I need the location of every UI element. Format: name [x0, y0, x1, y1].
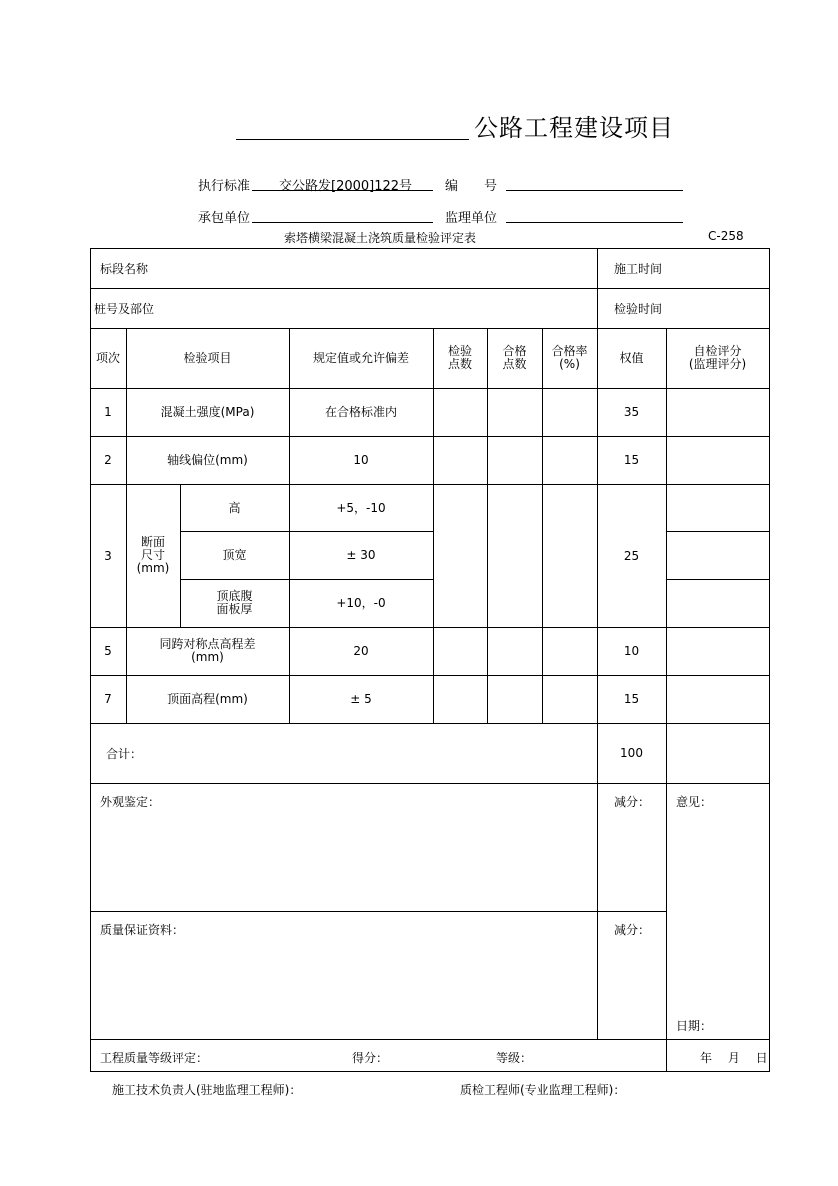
row-spec: ± 5: [350, 692, 372, 706]
supervision-unit-field[interactable]: [506, 222, 683, 223]
section-name-field[interactable]: [253, 249, 593, 287]
col-weight: 权值: [619, 351, 644, 365]
form-title: 索塔横梁混凝土浇筑质量检验评定表: [284, 231, 477, 245]
row-sub-spec: +5，-10: [336, 500, 386, 515]
col-pass-rate: 合格率 (%): [551, 344, 588, 371]
appearance-label: 外观鉴定：: [100, 795, 161, 809]
row-sub-item: 顶底腹 面板厚: [216, 589, 253, 616]
col-inspect-item: 检验项目: [183, 351, 232, 365]
col-pass-points: 合格 点数: [502, 344, 527, 371]
construction-time-field[interactable]: [668, 249, 768, 287]
row-item: 同跨对称点高程差 (mm): [159, 637, 256, 664]
grade-eval-label: 工程质量等级评定：: [100, 1051, 209, 1065]
row-spec: 20: [353, 644, 369, 658]
contract-unit-field[interactable]: [252, 222, 433, 223]
project-name-blank: [236, 139, 469, 140]
row-no: 3: [104, 548, 112, 563]
row-item: 轴线偏位(mm): [167, 453, 248, 467]
contract-unit-label: 承包单位: [198, 211, 251, 226]
page-title: 公路工程建设项目: [474, 114, 674, 142]
row-weight: 25: [623, 548, 640, 563]
supervision-unit-label: 监理单位: [445, 211, 498, 226]
number-field[interactable]: [506, 190, 683, 191]
date-label: 日期：: [676, 1019, 713, 1033]
col-item-no: 项次: [95, 351, 120, 365]
row-item: 顶面高程(mm): [167, 692, 248, 706]
row-sub-spec: +10，-0: [336, 596, 386, 610]
number-label: 编 号: [445, 179, 498, 194]
row-sub-item: 高: [228, 500, 241, 515]
construction-time-label: 施工时间: [614, 261, 663, 276]
row-weight: 15: [623, 453, 640, 467]
pile-location-label: 桩号及部位: [94, 301, 155, 316]
col-inspect-points: 检验 点数: [447, 344, 472, 371]
pile-location-field[interactable]: [253, 289, 593, 327]
inspection-time-field[interactable]: [668, 289, 768, 327]
opinion-label: 意见：: [676, 795, 713, 809]
row-weight: 15: [623, 692, 640, 706]
footer-left-signature: 施工技术负责人(驻地监理工程师)：: [112, 1083, 302, 1097]
col-self-score: 自检评分 (监理评分): [688, 344, 747, 371]
quality-docs-deduct-label: 减分：: [614, 923, 651, 937]
row-weight: 10: [623, 644, 640, 658]
section-name-label: 标段名称: [100, 261, 149, 276]
row-weight: 35: [623, 405, 640, 419]
form-code: C-258: [708, 229, 744, 243]
exec-standard-label: 执行标准: [198, 179, 251, 194]
total-weight: 100: [620, 746, 643, 760]
quality-docs-label: 质量保证资料：: [100, 923, 185, 937]
row-sub-spec: ± 30: [346, 548, 376, 562]
row-sub-item: 顶宽: [222, 548, 247, 562]
row-no: 5: [104, 644, 112, 658]
row-no: 1: [104, 405, 112, 419]
row-spec: 在合格标准内: [324, 405, 397, 419]
col-spec-value: 规定值或允许偏差: [312, 351, 409, 365]
appearance-deduct-label: 减分：: [614, 795, 651, 809]
score-label: 得分：: [352, 1051, 389, 1065]
row-group-label: 断面 尺寸 (mm): [136, 535, 170, 575]
grade-label: 等级：: [496, 1051, 533, 1065]
row-no: 2: [104, 453, 112, 467]
inspection-time-label: 检验时间: [614, 301, 663, 316]
year-month-day: 年 月 日: [700, 1051, 768, 1065]
footer-right-signature: 质检工程师(专业监理工程师)：: [460, 1083, 626, 1097]
exec-standard-value: 交公路发[2000]122号: [279, 179, 413, 194]
total-label: 合计：: [106, 746, 143, 761]
row-spec: 10: [353, 453, 369, 467]
row-no: 7: [104, 692, 112, 706]
row-item: 混凝土强度(MPa): [160, 405, 255, 419]
